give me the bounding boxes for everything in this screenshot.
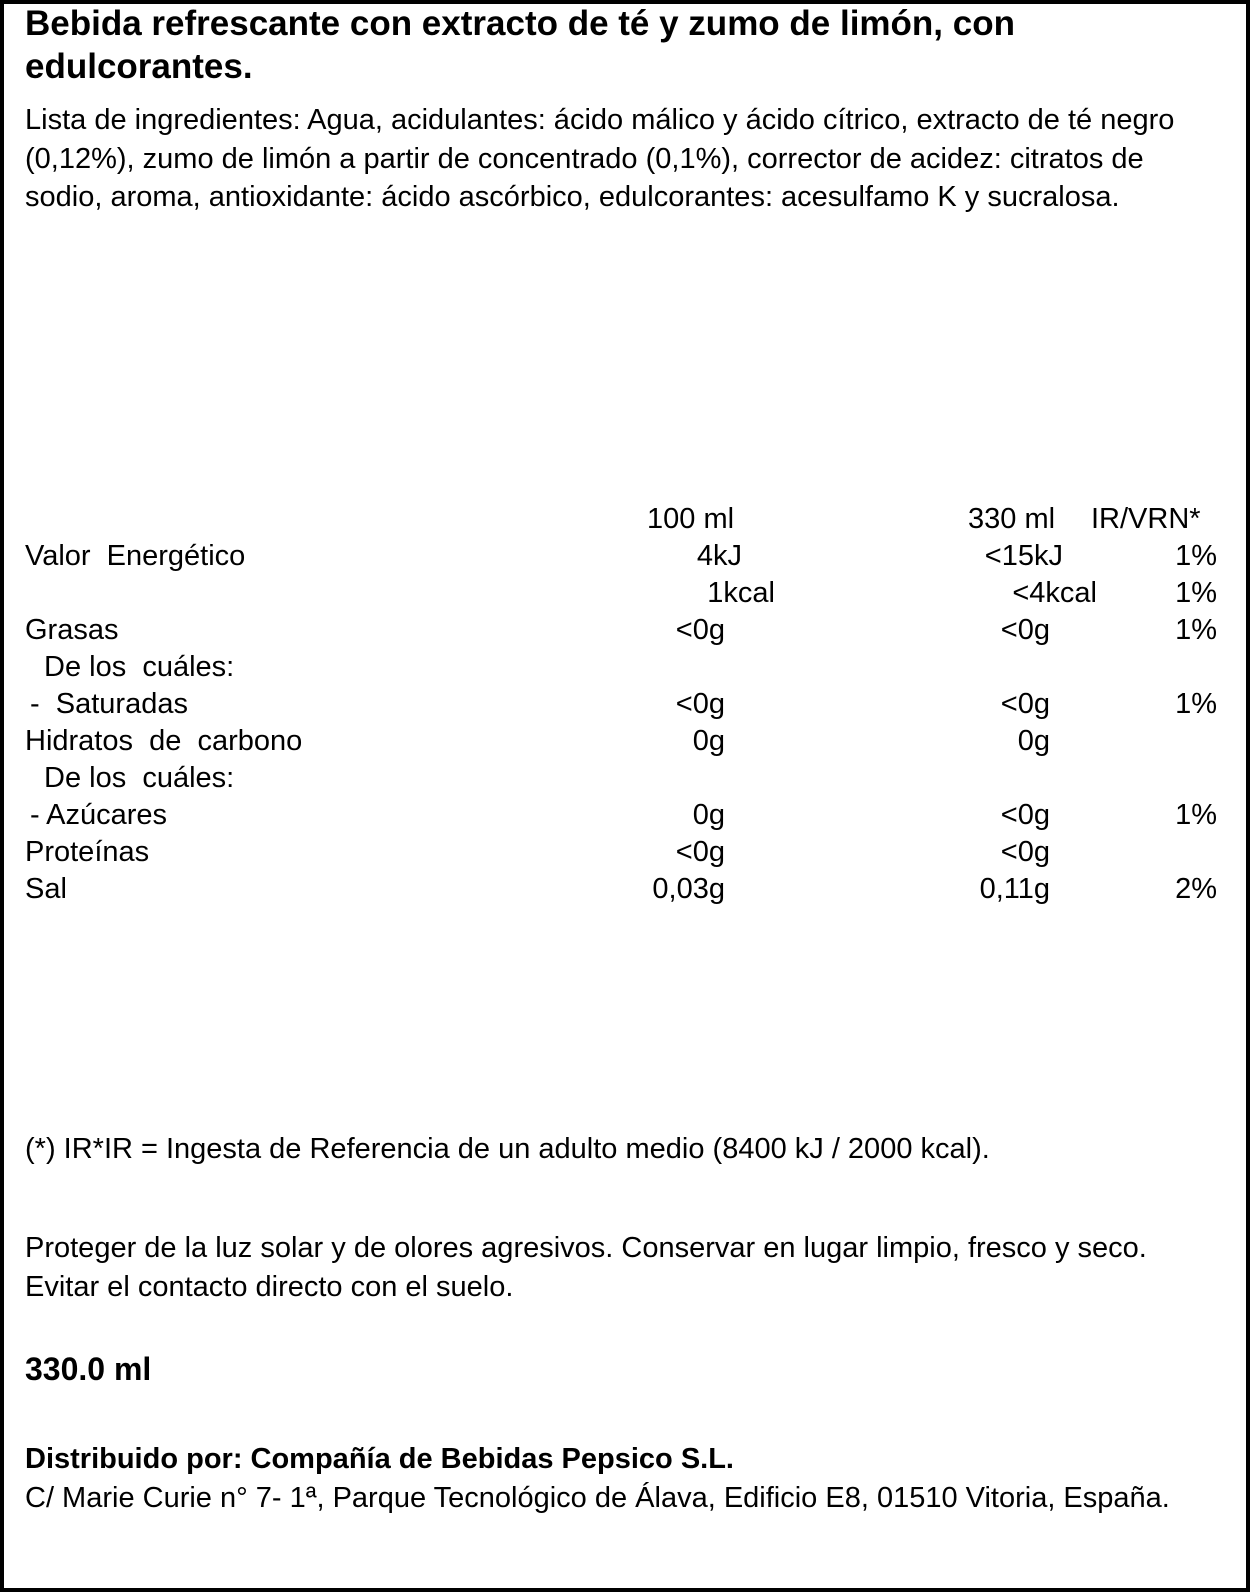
- header-ir-vrn: IR/VRN*: [1091, 503, 1201, 535]
- nutrient-label: Hidratos de carbono: [25, 725, 303, 757]
- value-per-330ml: <0g: [1000, 688, 1050, 720]
- nutrition-header-row: [0, 501, 1250, 538]
- value-per-100ml: <0g: [675, 836, 725, 868]
- value-ir: 1%: [1175, 688, 1217, 720]
- value-per-100ml: 0,03g: [652, 873, 725, 905]
- ingredients-list: Lista de ingredientes: Agua, acidulantes: ácido málico y ácido cítrico, extracto de té negro (0,12%), zumo de limón a partir de concentrado (0,1%), corrector de acidez: citratos de sodio, aroma, antioxidante: ácido ascórbico, edulcorantes: acesulfamo K y sucralosa.: [25, 104, 1175, 213]
- nutrient-label: De los cuáles:: [44, 762, 235, 794]
- nutrition-row-energy-kj: [0, 538, 1250, 575]
- distributor-address: C/ Marie Curie n° 7- 1ª, Parque Tecnológico de Álava, Edificio E8, 01510 Vitoria, España.: [25, 1481, 1170, 1514]
- nutrition-row-saturated: [0, 686, 1250, 723]
- value-per-330ml: <0g: [1000, 799, 1050, 831]
- nutrient-label: - Saturadas: [30, 688, 188, 720]
- nutrition-row-carbohydrates: [0, 723, 1250, 760]
- distributor-name: Distribuido por: Compañía de Bebidas Pepsico S.L.: [25, 1443, 734, 1475]
- nutrient-label: Grasas: [25, 614, 119, 646]
- value-per-100ml: <0g: [675, 614, 725, 646]
- distributor-info: [25, 1440, 1235, 1517]
- value-per-100ml: 0g: [692, 799, 725, 831]
- nutrition-row-carbs-of-which: [0, 760, 1250, 797]
- net-volume: 330.0 ml: [25, 1351, 152, 1387]
- nutrient-label: Sal: [25, 873, 67, 905]
- value-per-330ml: <15kJ: [984, 540, 1063, 572]
- value-per-100ml: 0g: [692, 725, 725, 757]
- nutrition-row-protein: [0, 834, 1250, 871]
- value-per-330ml: <4kcal: [1012, 577, 1097, 609]
- reference-intake-footnote: (*) IR*IR = Ingesta de Referencia de un adulto medio (8400 kJ / 2000 kcal).: [25, 1133, 990, 1165]
- value-ir: 1%: [1175, 614, 1217, 646]
- value-per-100ml: 1kcal: [707, 577, 775, 609]
- value-ir: 2%: [1175, 873, 1217, 905]
- nutrition-row-energy-kcal: [0, 575, 1250, 612]
- value-per-330ml: <0g: [1000, 836, 1050, 868]
- header-per-330ml: 330 ml: [968, 503, 1056, 535]
- header-per-100ml: 100 ml: [647, 503, 735, 535]
- storage-instructions: Proteger de la luz solar y de olores agresivos. Conservar en lugar limpio, fresco y seco. Evitar el contacto directo con el suelo.: [25, 1232, 1147, 1303]
- value-ir: 1%: [1175, 577, 1217, 609]
- value-per-330ml: 0,11g: [979, 873, 1050, 905]
- nutrient-label: - Azúcares: [30, 799, 167, 831]
- value-per-330ml: 0g: [1017, 725, 1050, 757]
- value-ir: 1%: [1175, 799, 1217, 831]
- nutrition-row-salt: [0, 871, 1250, 908]
- value-per-100ml: <0g: [675, 688, 725, 720]
- nutrition-row-fat-of-which: [0, 649, 1250, 686]
- value-per-100ml: 4kJ: [696, 540, 742, 572]
- nutrition-row-sugars: [0, 797, 1250, 834]
- nutrition-row-fat: [0, 612, 1250, 649]
- product-title: Bebida refrescante con extracto de té y zumo de limón, con edulcorantes.: [25, 4, 1015, 86]
- nutrient-label: De los cuáles:: [44, 651, 235, 683]
- nutrient-label: Valor Energético: [25, 540, 246, 572]
- value-ir: 1%: [1175, 540, 1217, 572]
- nutrient-label: Proteínas: [25, 836, 150, 868]
- value-per-330ml: <0g: [1000, 614, 1050, 646]
